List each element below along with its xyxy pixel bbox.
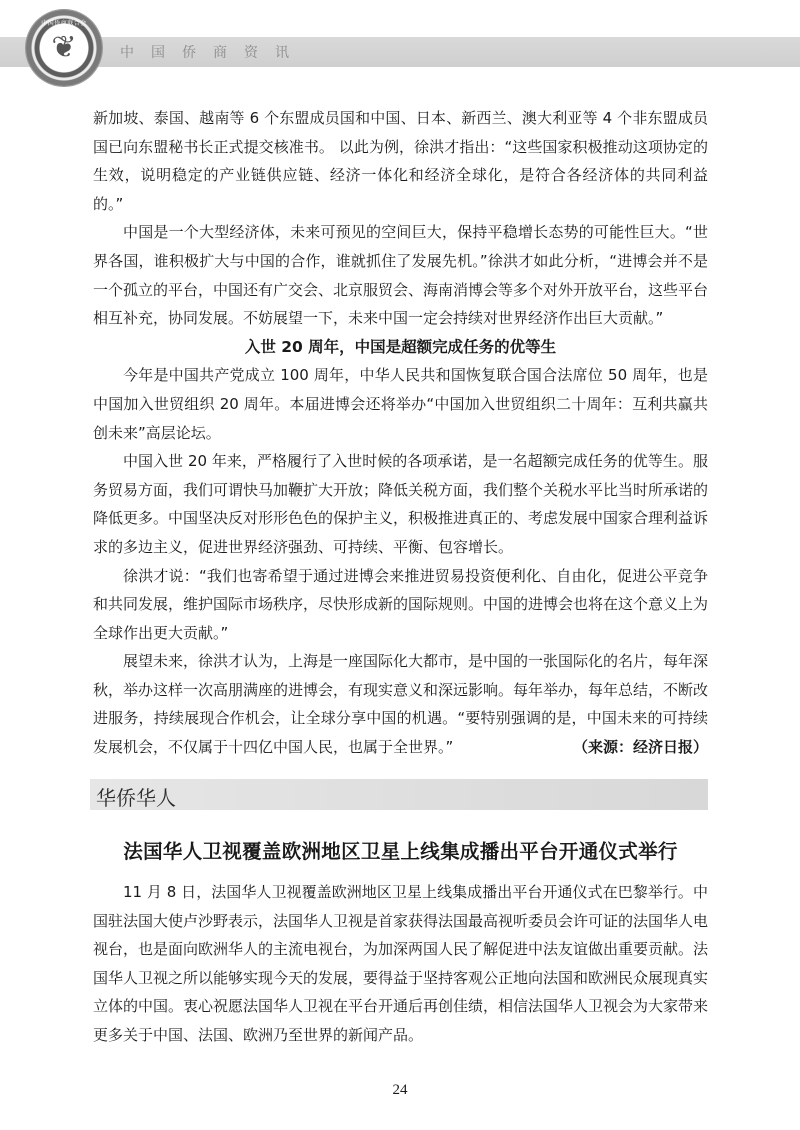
page-number: 24 — [392, 1082, 408, 1098]
subheading: 入世 20 周年，中国是超额完成任务的优等生 — [244, 337, 557, 356]
paragraph: 中国入世 20 年来，严格履行了入世时候的各项承诺，是一名超额完成任务的优等生。服务贸易方面，我们可谓快马加鞭扩大开放；降低关税方面，我们整个关税水平比当时所承诺的降低更多。中国坚决反对形形色色的保护主义，积极推进真正的、考虑发展中国家合理利益诉求的多边主义，促进世界经济强劲、可持续、平衡、包容增长。 — [93, 452, 709, 556]
paragraph-text: 展望未来，徐洪才认为，上海是一座国际化大都市，是中国的一张国际化的名片，每年深秋，举办这样一次高朋满座的进博会，有现实意义和深远影响。每年举办，每年总结，不断改进服务，持续展现合作机会，让全球分享中国的机遇。“要特别强调的是，中国未来的可持续发展机会，不仅属于十四亿中国人民，也属于全世界。” — [93, 652, 709, 757]
paragraph: 新加坡、泰国、越南等 6 个东盟成员国和中国、日本、新西兰、澳大利亚等 4 个非东盟成员国已向东盟秘书长正式提交核准书。 以此为例，徐洪才指出：“这些国家积极推动这项协定的生效，说明稳定的产业链供应链、经济一体化和经济全球化，是符合各经济体的共同利益的。” — [93, 109, 708, 213]
main-text — [93, 104, 708, 762]
paragraph: 11 月 8 日，法国华人卫视覆盖欧洲地区卫星上线集成播出平台开通仪式在巴黎举行。中国驻法国大使卢沙野表示，法国华人卫视是首家获得法国最高视听委员会许可证的法国华人电视台，也是面向欧洲华人的主流电视台，为加深两国人民了解促进中法友谊做出重要贡献。法国华人卫视之所以能够实现今天的发展，要得益于坚持客观公正地向法国和欧洲民众展现真实立体的中国。衷心祝愿法国华人卫视在平台开通后再创佳绩，相信法国华人卫视会为大家带来更多关于中国、法国、欧洲乃至世界的新闻产品。 — [93, 883, 709, 1044]
logo-text: 中国侨商联合会 — [41, 20, 87, 27]
paragraph — [93, 647, 708, 761]
article-body — [93, 878, 708, 1050]
section-title: 华侨华人 — [96, 786, 176, 810]
paragraph: 今年是中国共产党成立 100 周年，中华人民共和国恢复联合国合法席位 50 周年，也是中国加入世贸组织 20 周年。本届进博会还将举办“中国加入世贸组织二十周年：互利共赢共创未来”高层论坛。 — [93, 366, 708, 442]
running-header-title: 中国侨商资讯 — [120, 45, 306, 61]
logo — [26, 10, 102, 86]
paragraph: 徐洪才说：“我们也寄希望于通过进博会来推进贸易投资便利化、自由化，促进公平竞争和共同发展，维护国际市场秩序，尽快形成新的国际规则。中国的进博会也将在这个意义上为全球作出更大贡献。” — [93, 566, 709, 642]
source-credit: （来源：经济日报） — [572, 738, 708, 757]
logo-emblem-icon: ❦ — [51, 30, 77, 65]
paragraph: 中国是一个大型经济体，未来可预见的空间巨大，保持平稳增长态势的可能性巨大。“世界各国，谁积极扩大与中国的合作，谁就抓住了发展先机。”徐洪才如此分析，“进博会并不是一个孤立的平台，中国还有广交会、北京服贸会、海南消博会等多个对外开放平台，这些平台相互补充，协同发展。不妨展望一下，未来中国一定会持续对世界经济作出巨大贡献。” — [93, 223, 709, 328]
article-title: 法国华人卫视覆盖欧洲地区卫星上线集成播出平台开通仪式举行 — [123, 840, 678, 863]
section-bar — [90, 779, 708, 810]
